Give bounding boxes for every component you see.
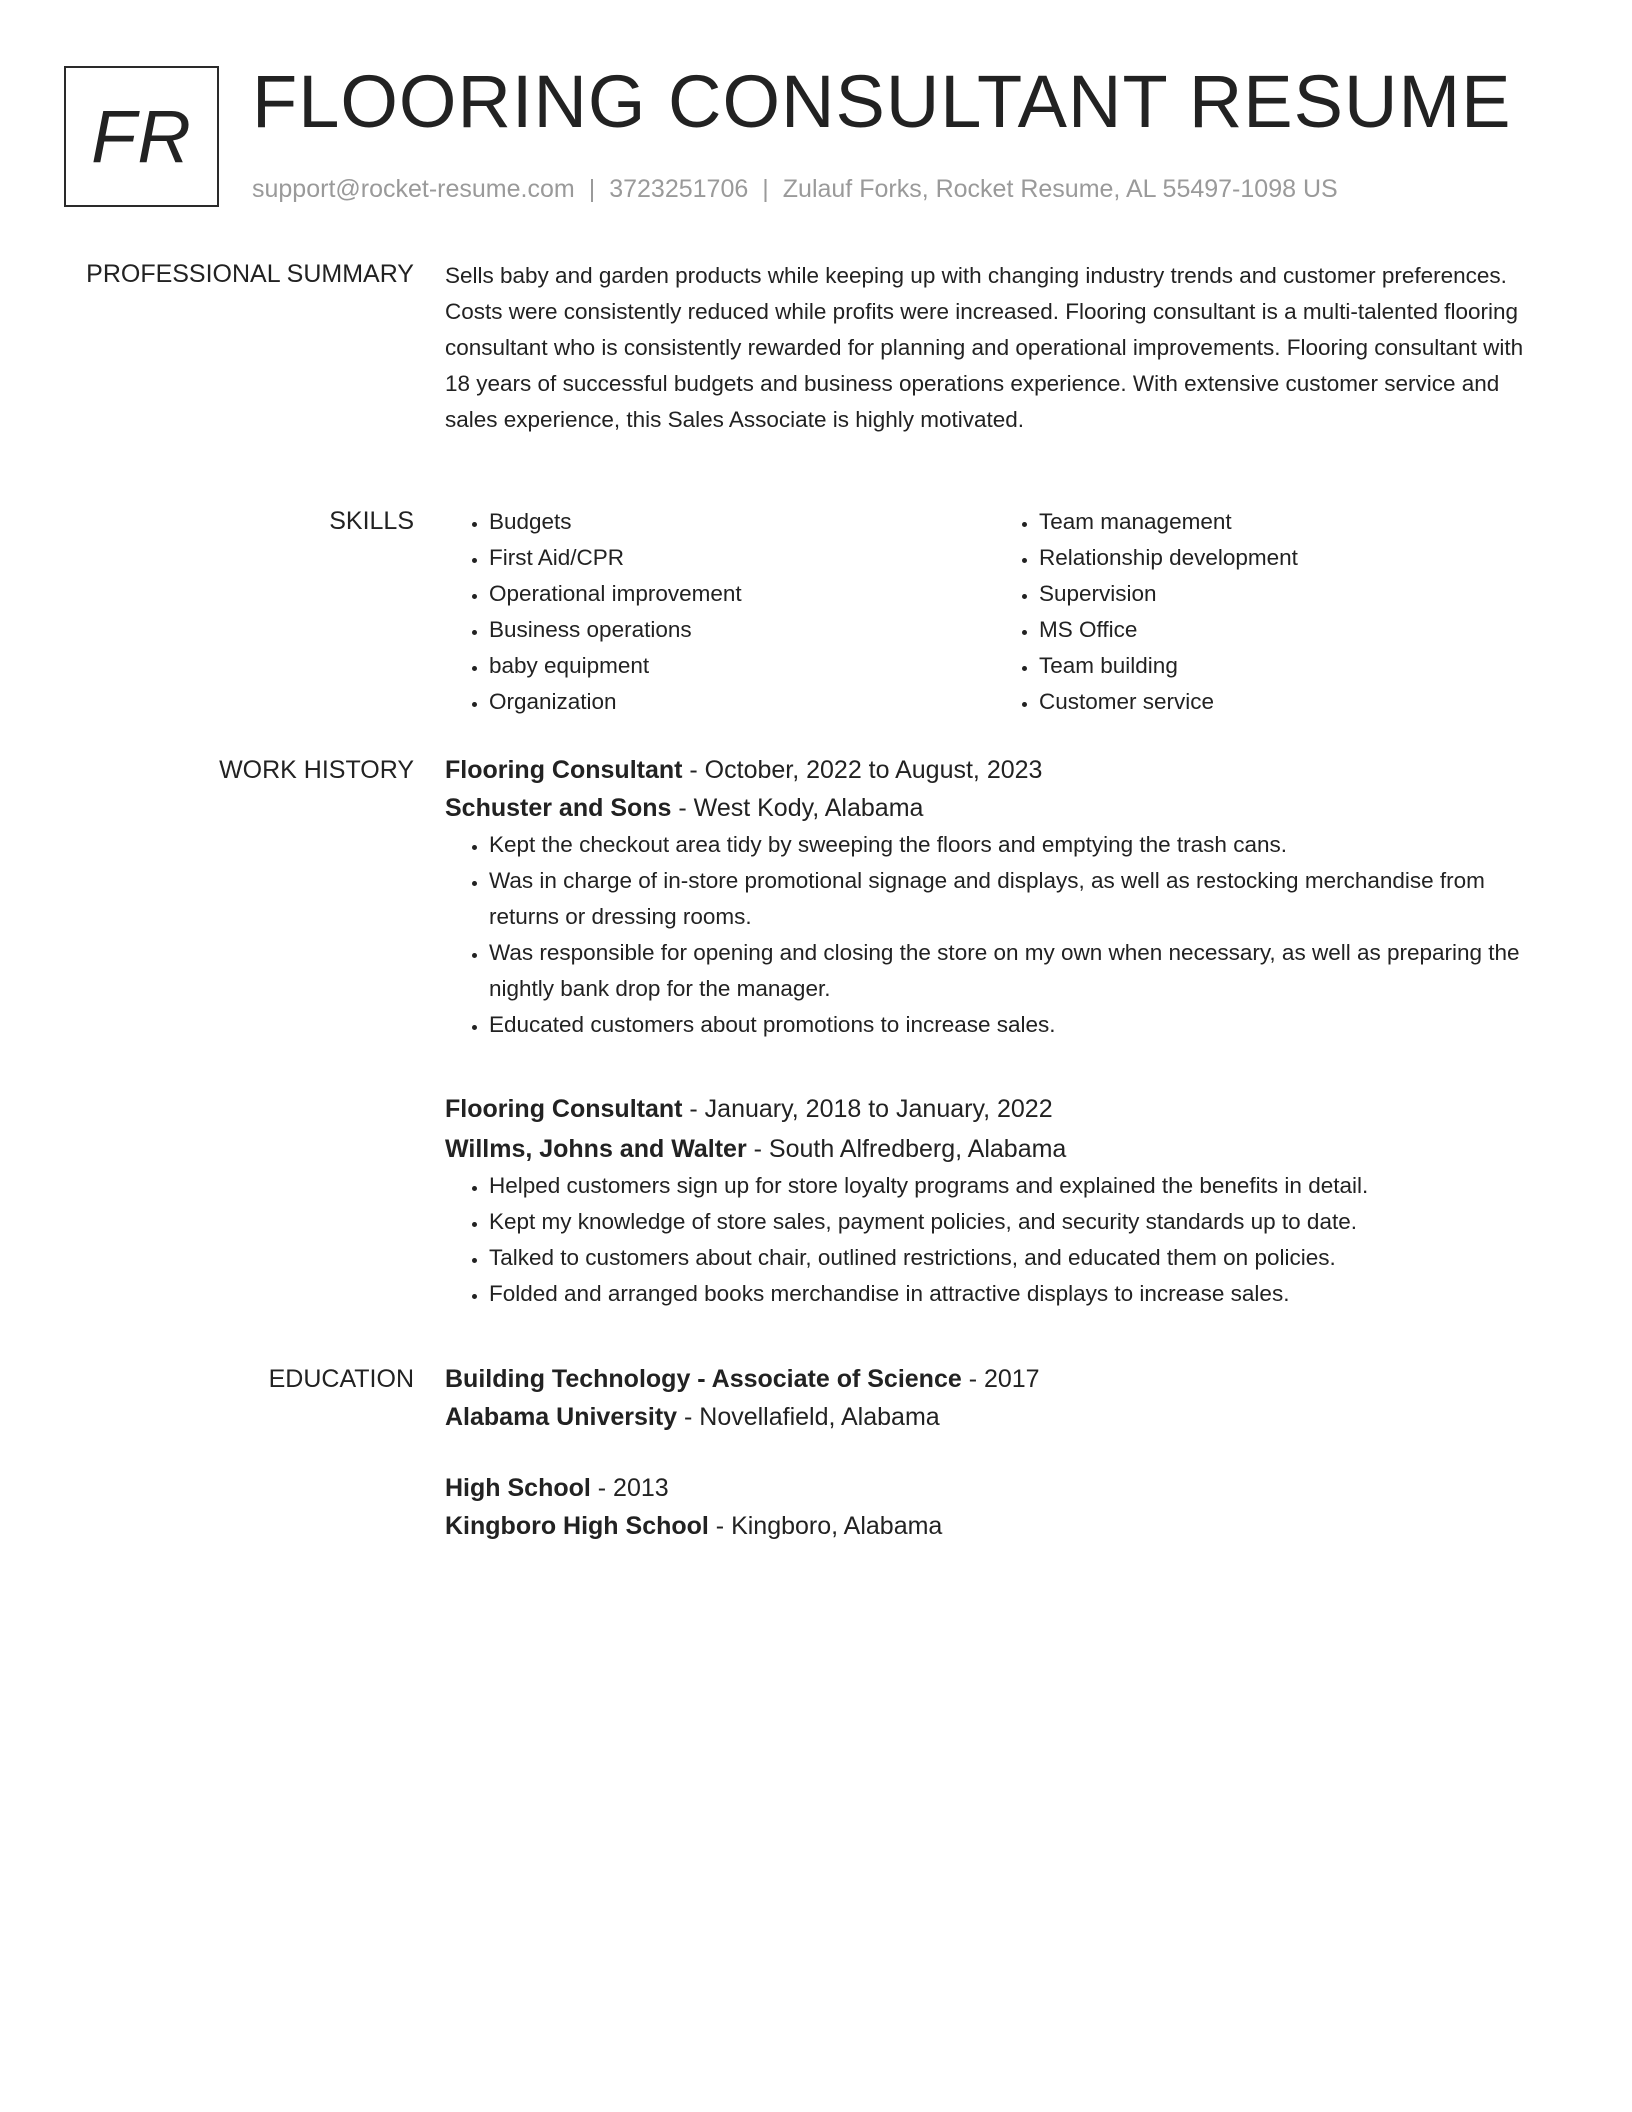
- skill-item: • Supervision: [1039, 576, 1545, 612]
- job-location: - South Alfredberg, Alabama: [746, 1135, 1067, 1163]
- summary-heading: PROFESSIONAL SUMMARY: [86, 260, 414, 288]
- skill-item: • First Aid/CPR: [489, 540, 995, 576]
- education-location: - Novellafield, Alabama: [677, 1403, 940, 1431]
- work-history-heading: WORK HISTORY: [219, 756, 414, 784]
- summary-section: [445, 258, 1545, 438]
- summary-text: Sells baby and garden products while keeping up with changing industry trends and customer preferences. Costs were consistently reduced while profits were increased. Flooring consultant is a multi-talented flooring consultant who is consistently rewarded for planning and operational improvements. Flooring consultant with 18 years of successful budgets and business operations experience. With extensive customer service and sales experience, this Sales Associate is highly motivated.: [445, 263, 1524, 432]
- skills-section: [445, 504, 1545, 720]
- job-bullet: • Folded and arranged books merchandise in attractive displays to increase sales.: [489, 1276, 1545, 1312]
- job-bullet: • Was responsible for opening and closing the store on my own when necessary, as well as preparing the nightly bank drop for the manager.: [489, 935, 1545, 1007]
- job-location: - West Kody, Alabama: [671, 794, 924, 822]
- job-bullet: • Talked to customers about chair, outlined restrictions, and educated them on policies.: [489, 1240, 1545, 1276]
- job-bullets: [445, 827, 1545, 1043]
- job-title: Flooring Consultant: [445, 756, 683, 784]
- job-title: Flooring Consultant: [445, 1095, 683, 1123]
- job-entry: [445, 1090, 1545, 1312]
- skill-item: • MS Office: [1039, 612, 1545, 648]
- education-heading: EDUCATION: [268, 1365, 414, 1393]
- job-dates: - January, 2018 to January, 2022: [682, 1095, 1053, 1123]
- education-year: - 2017: [961, 1365, 1040, 1393]
- education-degree-line: [445, 1360, 1545, 1398]
- job-title-line: [445, 1090, 1545, 1128]
- education-school-line: [445, 1398, 1545, 1436]
- contact-phone: 3723251706: [609, 175, 749, 203]
- contact-address: Zulauf Forks, Rocket Resume, AL 55497-1098 US: [782, 175, 1338, 203]
- resume-title: FLOORING CONSULTANT RESUME: [252, 60, 1512, 143]
- skills-heading: SKILLS: [329, 507, 414, 535]
- skill-item: • Organization: [489, 684, 995, 720]
- skill-item: • Customer service: [1039, 684, 1545, 720]
- job-bullet: • Was in charge of in-store promotional signage and displays, as well as restocking merchandise from returns or dressing rooms.: [489, 863, 1545, 935]
- skill-item: • Business operations: [489, 612, 995, 648]
- monogram-initials: FR: [91, 94, 192, 178]
- skill-item: • Team building: [1039, 648, 1545, 684]
- job-entry: [445, 751, 1545, 1043]
- education-school-line: [445, 1507, 1545, 1545]
- education-entry: [445, 1469, 1545, 1545]
- education-location: - Kingboro, Alabama: [708, 1512, 943, 1540]
- job-bullet: • Educated customers about promotions to increase sales.: [489, 1007, 1545, 1043]
- education-degree: Building Technology - Associate of Science: [445, 1365, 962, 1393]
- job-title-line: [445, 751, 1545, 789]
- job-company: Schuster and Sons: [445, 794, 672, 822]
- job-bullets: [445, 1168, 1545, 1312]
- job-bullet: • Kept my knowledge of store sales, payment policies, and security standards up to date.: [489, 1204, 1545, 1240]
- job-dates: - October, 2022 to August, 2023: [682, 756, 1043, 784]
- education-school: Kingboro High School: [445, 1512, 709, 1540]
- skill-item: • Budgets: [489, 504, 995, 540]
- skills-grid: [445, 504, 1545, 720]
- job-bullet: • Helped customers sign up for store loyalty programs and explained the benefits in detail.: [489, 1168, 1545, 1204]
- contact-separator: |: [762, 175, 769, 203]
- skill-item: • Team management: [1039, 504, 1545, 540]
- education-year: - 2013: [590, 1474, 669, 1502]
- monogram-box: [64, 66, 219, 207]
- contact-line: [252, 172, 1338, 206]
- education-degree-line: [445, 1469, 1545, 1507]
- skill-item: • Operational improvement: [489, 576, 995, 612]
- skill-item: • Relationship development: [1039, 540, 1545, 576]
- skills-list-right: [995, 504, 1545, 720]
- education-entry: [445, 1360, 1545, 1436]
- skills-list-left: [445, 504, 995, 720]
- education-school: Alabama University: [445, 1403, 678, 1431]
- job-company-line: [445, 1130, 1545, 1168]
- job-company-line: [445, 789, 1545, 827]
- contact-separator: |: [588, 175, 596, 203]
- skill-item: • baby equipment: [489, 648, 995, 684]
- contact-email: support@rocket-resume.com: [252, 175, 575, 203]
- education-degree: High School: [445, 1474, 591, 1502]
- job-bullet: • Kept the checkout area tidy by sweeping the floors and emptying the trash cans.: [489, 827, 1545, 863]
- job-company: Willms, Johns and Walter: [445, 1135, 747, 1163]
